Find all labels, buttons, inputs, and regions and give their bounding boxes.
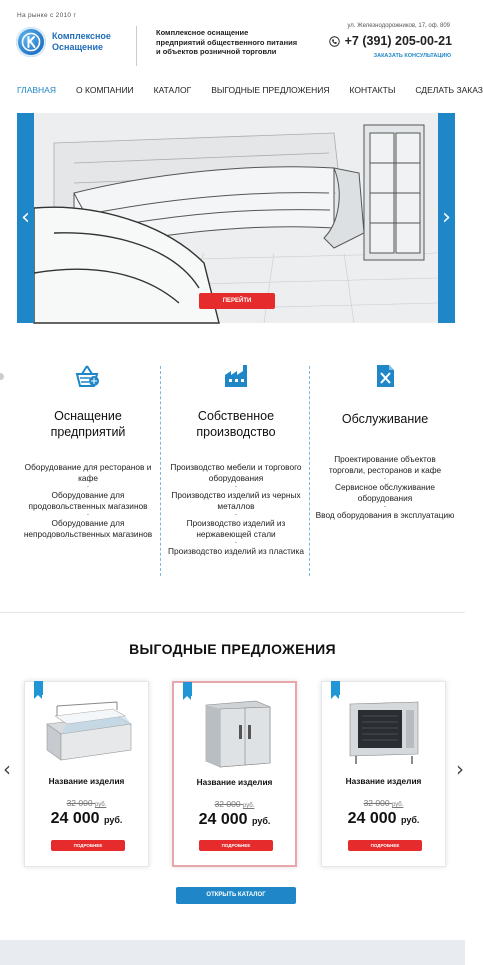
- slider-next-button[interactable]: [438, 113, 455, 323]
- tagline-line-1: Комплексное оснащение: [156, 28, 249, 37]
- nav-home[interactable]: ГЛАВНАЯ: [17, 85, 56, 95]
- old-price: 32 000 руб.: [363, 798, 404, 808]
- feature-divider: [160, 366, 161, 576]
- footer-strip: [0, 940, 465, 965]
- nav-catalog[interactable]: КАТАЛОГ: [153, 85, 192, 95]
- feature-title-line: Оснащение: [54, 409, 122, 423]
- price: 24 000 руб.: [347, 810, 420, 827]
- logo-k-icon: [16, 27, 46, 57]
- old-price: 32 000 руб.: [66, 798, 107, 808]
- logo-line-2: Оснащение: [52, 42, 104, 52]
- feature-title-line: Обслуживание: [341, 412, 429, 426]
- feature-title-line: производство: [196, 425, 276, 439]
- feature-title-line: предприятий: [50, 425, 126, 439]
- nav-order[interactable]: СДЕЛАТЬ ЗАКАЗ: [415, 85, 483, 95]
- offers-prev-arrow[interactable]: ‹: [3, 757, 11, 781]
- feature-item[interactable]: Оборудование для непродовольственных магазинов: [23, 518, 153, 539]
- product-name: Название изделия: [48, 776, 125, 786]
- details-button[interactable]: ПОДРОБНЕЕ: [348, 840, 422, 851]
- offer-card[interactable]: [24, 681, 149, 867]
- hero-slider: [17, 113, 455, 323]
- feature-item[interactable]: Производство изделий из черных металлов: [171, 490, 301, 511]
- since-label: На рынке с 2010 г: [17, 12, 77, 19]
- feature-divider: [309, 366, 310, 576]
- nav-about[interactable]: О КОМПАНИИ: [76, 85, 134, 95]
- product-name: Название изделия: [345, 776, 422, 786]
- feature-equipment: Оснащение предприятий Оборудование для ресторанов и кафе · Оборудование для продовольственных магазинов · Оборудование для непродовольственных магазинов: [18, 362, 158, 539]
- address: ул. Железнодорожников, 17, оф. 809: [347, 23, 450, 29]
- offers-next-arrow[interactable]: ›: [456, 757, 464, 781]
- feature-service: Обслуживание Проектирование объектов торговли, ресторанов и кафе · Сервисное обслуживание оборудования · Ввод оборудования в эксплуатацию: [315, 362, 455, 521]
- logo[interactable]: [16, 27, 111, 57]
- feature-item[interactable]: Оборудование для ресторанов и кафе: [24, 462, 152, 483]
- bookmark-ribbon-icon: [331, 681, 340, 695]
- factory-icon: [222, 362, 250, 390]
- offer-card[interactable]: [321, 681, 446, 867]
- price: 24 000 руб.: [198, 811, 271, 828]
- open-catalog-button[interactable]: ОТКРЫТЬ КАТАЛОГ: [176, 887, 296, 904]
- header-divider: [136, 26, 137, 66]
- price: 24 000 руб.: [50, 810, 123, 827]
- tagline-line-3: и объектов розничной торговли: [156, 47, 277, 56]
- display-freezer-image: [37, 694, 137, 766]
- phone-block[interactable]: [329, 34, 452, 48]
- slider-go-button[interactable]: ПЕРЕЙТИ: [199, 293, 275, 309]
- phone-number[interactable]: +7 (391) 205-00-21: [344, 34, 452, 48]
- feature-item[interactable]: Производство изделий из пластика: [168, 546, 304, 556]
- feature-item[interactable]: Сервисное обслуживание оборудования: [335, 482, 435, 503]
- chevron-left-icon: ‹: [21, 205, 30, 230]
- callback-link[interactable]: ЗАКАЗАТЬ КОНСУЛЬТАЦИЮ: [373, 53, 451, 59]
- product-name: Название изделия: [196, 777, 273, 787]
- steel-cabinet-image: [186, 695, 286, 767]
- phone-icon: [329, 36, 340, 47]
- main-nav: [0, 80, 483, 100]
- bookmark-ribbon-icon: [183, 682, 192, 696]
- offer-card-highlighted[interactable]: [172, 681, 297, 867]
- feature-item[interactable]: Производство мебели и торгового оборудования: [170, 462, 302, 483]
- section-divider: [0, 612, 465, 613]
- details-button[interactable]: ПОДРОБНЕЕ: [51, 840, 125, 851]
- offers-title: ВЫГОДНЫЕ ПРЕДЛОЖЕНИЯ: [129, 641, 336, 657]
- feature-item[interactable]: Производство изделий из нержавеющей стали: [186, 518, 286, 539]
- feature-production: Собственное производство Производство мебели и торгового оборудования · Производство изделий из черных металлов · Производство изделий из нержавеющей стали · Производство изделий из пластика: [166, 362, 306, 557]
- document-tools-icon: [371, 362, 399, 390]
- nav-offers[interactable]: ВЫГОДНЫЕ ПРЕДЛОЖЕНИЯ: [211, 85, 330, 95]
- feature-title-line: Собственное: [197, 409, 275, 423]
- slider-prev-button[interactable]: [17, 113, 34, 323]
- old-price: 32 000 руб.: [214, 799, 255, 809]
- nav-contacts[interactable]: КОНТАКТЫ: [349, 85, 396, 95]
- bookmark-ribbon-icon: [34, 681, 43, 695]
- feature-item[interactable]: Оборудование для продовольственных магазинов: [28, 490, 148, 511]
- feature-item[interactable]: Проектирование объектов торговли, ресторанов и кафе: [328, 454, 442, 475]
- convection-oven-image: [334, 694, 434, 766]
- basket-food-icon: [74, 362, 102, 390]
- chevron-right-icon: ›: [442, 205, 451, 230]
- slider-pager-dot[interactable]: [0, 373, 4, 380]
- feature-item[interactable]: Ввод оборудования в эксплуатацию: [315, 510, 455, 520]
- details-button[interactable]: ПОДРОБНЕЕ: [199, 840, 273, 851]
- logo-line-1: Комплексное: [52, 31, 111, 41]
- tagline-line-2: предприятий общественного питания: [156, 37, 298, 47]
- tagline: [156, 28, 306, 57]
- showcase-sketch-image: [34, 113, 438, 323]
